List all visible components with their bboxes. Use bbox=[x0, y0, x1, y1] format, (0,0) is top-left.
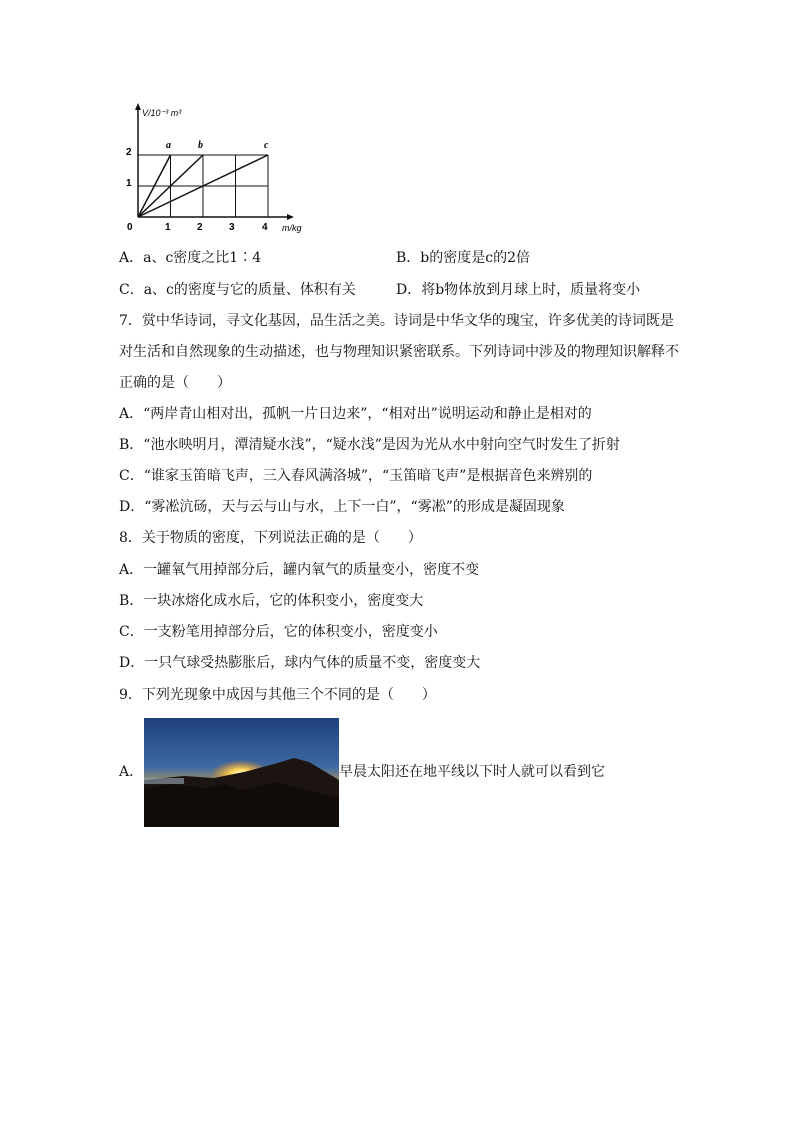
q9-option-a-label: A． bbox=[119, 764, 144, 780]
graph-axes bbox=[135, 103, 294, 220]
q8-option-a: A．一罐氧气用掉部分后，罐内氧气的质量变小，密度不变 bbox=[119, 562, 480, 578]
line-label-a: a bbox=[166, 140, 171, 151]
x-axis-label: m/kg bbox=[282, 223, 302, 233]
q7-stem-line2: 对生活和自然现象的生动描述，也与物理知识紧密联系。下列诗词中涉及的物理知识解释不 bbox=[119, 344, 679, 360]
q8-option-d: D．一只气球受热膨胀后，球内气体的质量不变，密度变大 bbox=[119, 655, 481, 671]
x-tick-2: 2 bbox=[197, 222, 203, 233]
q8-stem: 8．关于物质的密度，下列说法正确的是（ ） bbox=[119, 530, 422, 546]
origin-label: 0 bbox=[127, 222, 133, 233]
y-tick-2: 2 bbox=[126, 147, 132, 158]
y-axis-arrow bbox=[135, 103, 141, 110]
q7-option-b: B．“池水映明月，潭清疑水浅”，“疑水浅”是因为光从水中射向空气时发生了折射 bbox=[119, 437, 620, 453]
q6-option-c: C．a、c的密度与它的质量、体积有关 bbox=[119, 282, 356, 298]
q7-option-d: D．“雾凇沆砀，天与云与山与水，上下一白”，“雾凇”的形成是凝固现象 bbox=[119, 499, 565, 515]
q7-stem-line1: 7．赏中华诗词，寻文化基因，品生活之美。诗词是中华文华的瑰宝，许多优美的诗词既是 bbox=[119, 313, 674, 329]
q8-option-c: C．一支粉笔用掉部分后，它的体积变小，密度变小 bbox=[119, 624, 438, 640]
y-axis-label: V/10⁻³ m³ bbox=[142, 108, 182, 118]
sunrise-image bbox=[144, 718, 339, 827]
x-tick-1: 1 bbox=[165, 222, 171, 233]
q9-option-a-text: 早晨太阳还在地平线以下时人就可以看到它 bbox=[339, 764, 605, 780]
x-tick-3: 3 bbox=[229, 222, 235, 233]
q6-options-row2 bbox=[119, 280, 641, 300]
q7-option-c: C．“谁家玉笛暗飞声，三入春风满洛城”，“玉笛暗飞声”是根据音色来辨别的 bbox=[119, 468, 593, 484]
line-label-c: c bbox=[264, 140, 269, 151]
q7-stem-line3: 正确的是（ ） bbox=[119, 375, 231, 391]
q6-option-b: B．b的密度是c的2倍 bbox=[396, 250, 530, 266]
line-label-b: b bbox=[198, 140, 203, 151]
q6-option-d: D．将b物体放到月球上时，质量将变小 bbox=[396, 282, 641, 298]
y-tick-1: 1 bbox=[126, 178, 132, 189]
mass-volume-graph bbox=[118, 100, 310, 234]
sunrise-photo bbox=[144, 718, 339, 827]
q6-options-row1 bbox=[119, 248, 530, 268]
q6-option-a: A．a、c密度之比1∶4 bbox=[119, 250, 262, 266]
q7-option-a: A．“两岸青山相对出，孤帆一片日边来”，“相对出”说明运动和静止是相对的 bbox=[119, 406, 592, 422]
x-axis-arrow bbox=[287, 214, 294, 220]
q9-stem: 9．下列光现象中成因与其他三个不同的是（ ） bbox=[119, 687, 436, 703]
q8-option-b: B．一块冰熔化成水后，它的体积变小，密度变大 bbox=[119, 593, 424, 609]
x-tick-4: 4 bbox=[262, 222, 268, 233]
